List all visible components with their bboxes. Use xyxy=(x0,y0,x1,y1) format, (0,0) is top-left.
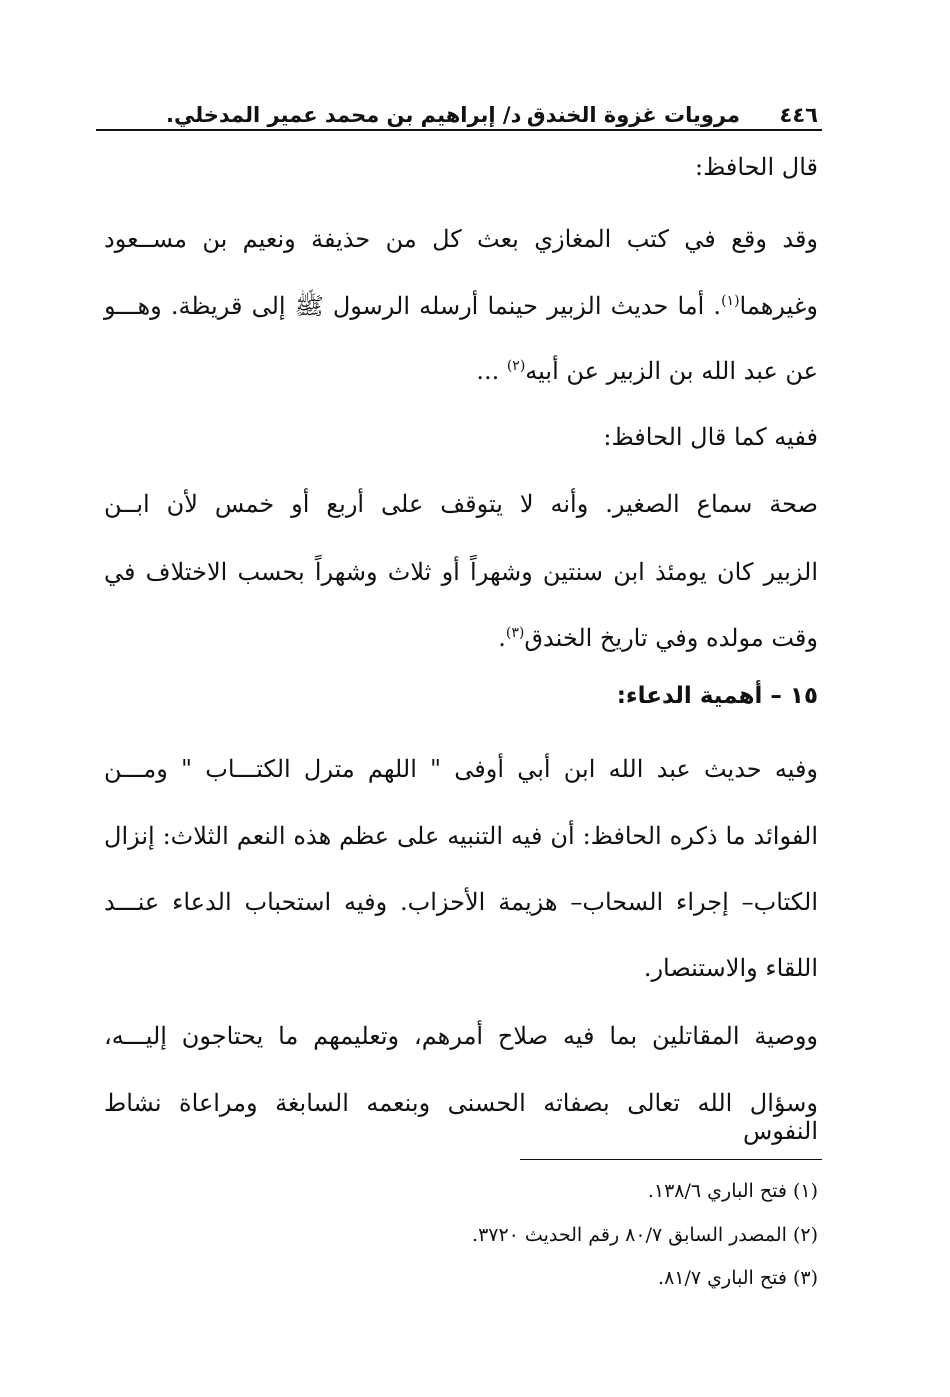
body-line-text: وقت مولده وفي تاريخ الخندق xyxy=(524,624,818,652)
body-line xyxy=(104,888,818,916)
body-line-text: ... xyxy=(476,357,507,385)
body-line-text: ووصية المقاتلين بما فيه صلاح أمرهم، وتعليمهم ما يحتاجون إليـــه، xyxy=(104,1022,818,1050)
body-line-text: صحة سماع الصغير. وأنه لا يتوقف على أربع أو خمس لأن ابــن xyxy=(104,490,818,518)
body-line xyxy=(104,1089,818,1145)
body-line xyxy=(104,755,818,783)
body-line xyxy=(104,225,818,253)
footnote: (٢) المصدر السابق ٨٠/٧ رقم الحديث ٣٧٢٠. xyxy=(472,1224,818,1246)
body-line-text: الكتاب– إجراء السحاب– هزيمة الأحزاب. وفيه استحباب الدعاء عنـــد xyxy=(104,888,818,916)
body-line-text: . xyxy=(498,624,506,652)
author-name: د/ إبراهيم بن محمد عمير المدخلي. xyxy=(166,103,522,127)
body-line-text: الفوائد ما ذكره الحافظ: أن فيه التنبيه على عظم هذه النعم الثلاث: إنزال xyxy=(104,822,818,850)
body-line-text: وقد وقع في كتب المغازي بعث كل من حذيفة ونعيم بن مســعود xyxy=(104,225,818,253)
footnote-ref[interactable]: (٢) xyxy=(506,358,526,374)
section-heading: ١٥ – أهمية الدعاء: xyxy=(616,683,818,709)
footnote: (٣) فتح الباري ٨١/٧. xyxy=(658,1267,818,1289)
footnote-ref[interactable]: (١) xyxy=(721,293,740,309)
body-line xyxy=(104,624,818,652)
header-rule xyxy=(96,129,822,131)
body-line-text: وغيرهما xyxy=(739,292,818,320)
body-line-text: الزبير كان يومئذ ابن سنتين وشهراً أو ثلاث وشهراً بحسب الاختلاف في xyxy=(104,558,818,586)
body-line-text: وسؤال الله تعالى بصفاته الحسنى وبنعمه السابغة ومراعاة نشاط النفوس xyxy=(104,1089,818,1145)
body-line xyxy=(104,291,818,326)
body-line xyxy=(104,822,818,850)
body-line xyxy=(104,357,818,385)
body-line: ففيه كما قال الحافظ: xyxy=(603,423,818,451)
body-line xyxy=(104,1022,818,1050)
body-line-text: عن عبد الله بن الزبير عن أبيه xyxy=(525,357,818,385)
body-line: اللقاء والاستنصار. xyxy=(643,954,818,982)
body-line-text: . أما حديث الزبير حينما أرسله الرسول ﷺ إلى قريظة. وهـــو xyxy=(104,292,722,320)
footnote: (١) فتح الباري ١٣٨/٦. xyxy=(647,1180,818,1202)
footnote-rule xyxy=(520,1159,822,1160)
body-line-text: وفيه حديث عبد الله ابن أبي أوفى " اللهم مترل الكتـــاب " ومـــن xyxy=(104,755,818,783)
page-number: ٤٤٦ xyxy=(779,103,818,127)
body-line xyxy=(104,558,818,586)
body-line xyxy=(104,490,818,518)
body-line: قال الحافظ: xyxy=(695,153,818,181)
book-title: مرويات غزوة الخندق xyxy=(526,103,740,127)
footnote-ref[interactable]: (٣) xyxy=(505,625,525,641)
